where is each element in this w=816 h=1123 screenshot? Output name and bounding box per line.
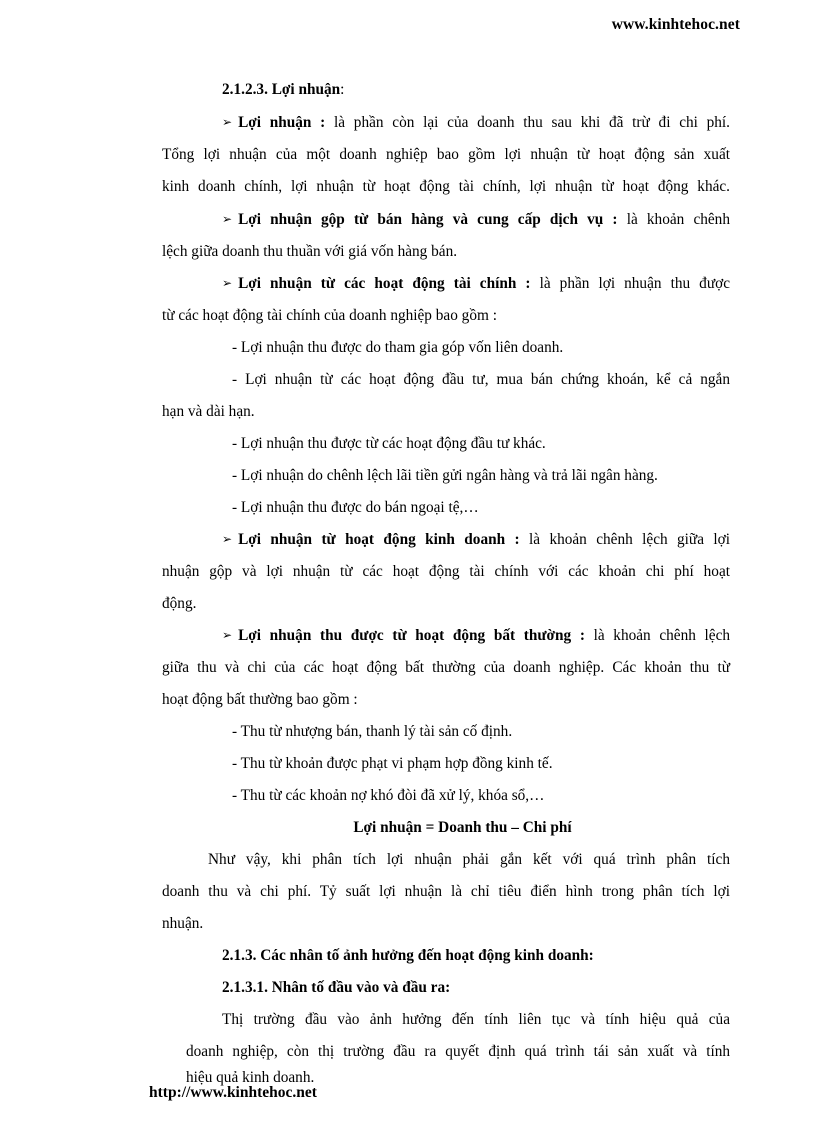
- list-item: - Lợi nhuận thu được do bán ngoại tệ,…: [232, 499, 479, 516]
- list-item: - Lợi nhuận thu được từ các hoạt động đầu tư khác.: [232, 435, 546, 452]
- p7-line-2: doanh nghiệp, còn thị trường đầu ra quyết định quá trình tái sản xuất và tính: [186, 1043, 730, 1060]
- p1-line-3: kinh doanh chính, lợi nhuận từ hoạt động tài chính, lợi nhuận từ hoạt động khác.: [162, 178, 730, 195]
- section-title: 2.1.2.3. Lợi nhuận: [222, 81, 341, 98]
- p3-term: Lợi nhuận từ các hoạt động tài chính :: [238, 275, 531, 292]
- arrow-bullet-icon: ➢: [222, 532, 233, 546]
- p3-line-1-text: là phần lợi nhuận thu được: [539, 275, 730, 292]
- arrow-bullet-icon: ➢: [222, 212, 233, 226]
- header-url: www.kinhtehoc.net: [611, 16, 740, 33]
- section-heading-2-1-3-1: 2.1.3.1. Nhân tố đầu vào và đầu ra:: [222, 979, 451, 996]
- list-item: - Thu từ các khoản nợ khó đòi đã xử lý, khóa sổ,…: [232, 787, 545, 804]
- list-item-continuation: hạn và dài hạn.: [162, 403, 255, 420]
- p1-line-2: Tổng lợi nhuận của một doanh nghiệp bao gồm lợi nhuận từ hoạt động sản xuất: [162, 146, 730, 163]
- arrow-bullet-icon: ➢: [222, 628, 233, 642]
- p5-line-2: giữa thu và chi của các hoạt động bất thường của doanh nghiệp. Các khoản thu từ: [162, 659, 730, 676]
- list-item: - Lợi nhuận do chênh lệch lãi tiền gửi ngân hàng và trả lãi ngân hàng.: [232, 467, 658, 484]
- p5-term: Lợi nhuận thu được từ hoạt động bất thường :: [238, 627, 585, 644]
- p5-line-3: hoạt động bất thường bao gồm :: [162, 691, 358, 708]
- p1-term: Lợi nhuận :: [238, 114, 326, 131]
- p2-line-1-text: là khoản chênh: [626, 211, 730, 228]
- section-heading-2-1-2-3: [222, 80, 344, 100]
- p7-line-1: Thị trường đầu vào ảnh hưởng đến tính liên tục và tính hiệu quả của: [222, 1011, 730, 1028]
- p5-line-1-text: là khoản chênh lệch: [593, 627, 731, 644]
- p4-term: Lợi nhuận từ hoạt động kinh doanh :: [238, 531, 520, 548]
- list-item: - Lợi nhuận thu được do tham gia góp vốn liên doanh.: [232, 339, 564, 356]
- p7-line-3: hiệu quả kinh doanh.: [186, 1069, 315, 1086]
- p3-line-1: [222, 274, 730, 294]
- list-item: - Thu từ nhượng bán, thanh lý tài sản cố định.: [232, 723, 513, 740]
- p4-line-3: động.: [162, 595, 197, 612]
- p3-line-2: từ các hoạt động tài chính của doanh nghiệp bao gồm :: [162, 307, 497, 324]
- p5-line-1: [222, 626, 730, 646]
- p4-line-2: nhuận gộp và lợi nhuận từ các hoạt động tài chính với các khoản chi phí hoạt: [162, 563, 730, 580]
- section-title-colon: :: [340, 81, 345, 98]
- p2-line-2: lệch giữa doanh thu thuần với giá vốn hàng bán.: [162, 243, 458, 260]
- profit-formula: Lợi nhuận = Doanh thu – Chi phí: [353, 819, 572, 836]
- p6-line-2: doanh thu và chi phí. Tỷ suất lợi nhuận là chỉ tiêu điển hình trong phân tích lợi: [162, 883, 730, 900]
- footer-url: http://www.kinhtehoc.net: [149, 1084, 317, 1101]
- p1-line-1-text: là phần còn lại của doanh thu sau khi đã trừ đi chi phí.: [334, 114, 731, 131]
- p6-line-1: Như vậy, khi phân tích lợi nhuận phải gắn kết với quá trình phân tích: [208, 851, 730, 868]
- section-heading-2-1-3: 2.1.3. Các nhân tố ảnh hưởng đến hoạt động kinh doanh:: [222, 947, 594, 964]
- p1-line-1: [222, 113, 730, 133]
- p6-line-3: nhuận.: [162, 915, 204, 932]
- arrow-bullet-icon: ➢: [222, 276, 233, 290]
- p2-line-1: [222, 210, 730, 230]
- p4-line-1-text: là khoản chênh lệch giữa lợi: [529, 531, 730, 548]
- p2-term: Lợi nhuận gộp từ bán hàng và cung cấp dịch vụ :: [238, 211, 618, 228]
- p4-line-1: [222, 530, 730, 550]
- list-item: - Thu từ khoản được phạt vi phạm hợp đồng kinh tế.: [232, 755, 553, 772]
- list-item: - Lợi nhuận từ các hoạt động đầu tư, mua bán chứng khoán, kể cả ngắn: [232, 371, 730, 388]
- arrow-bullet-icon: ➢: [222, 115, 233, 129]
